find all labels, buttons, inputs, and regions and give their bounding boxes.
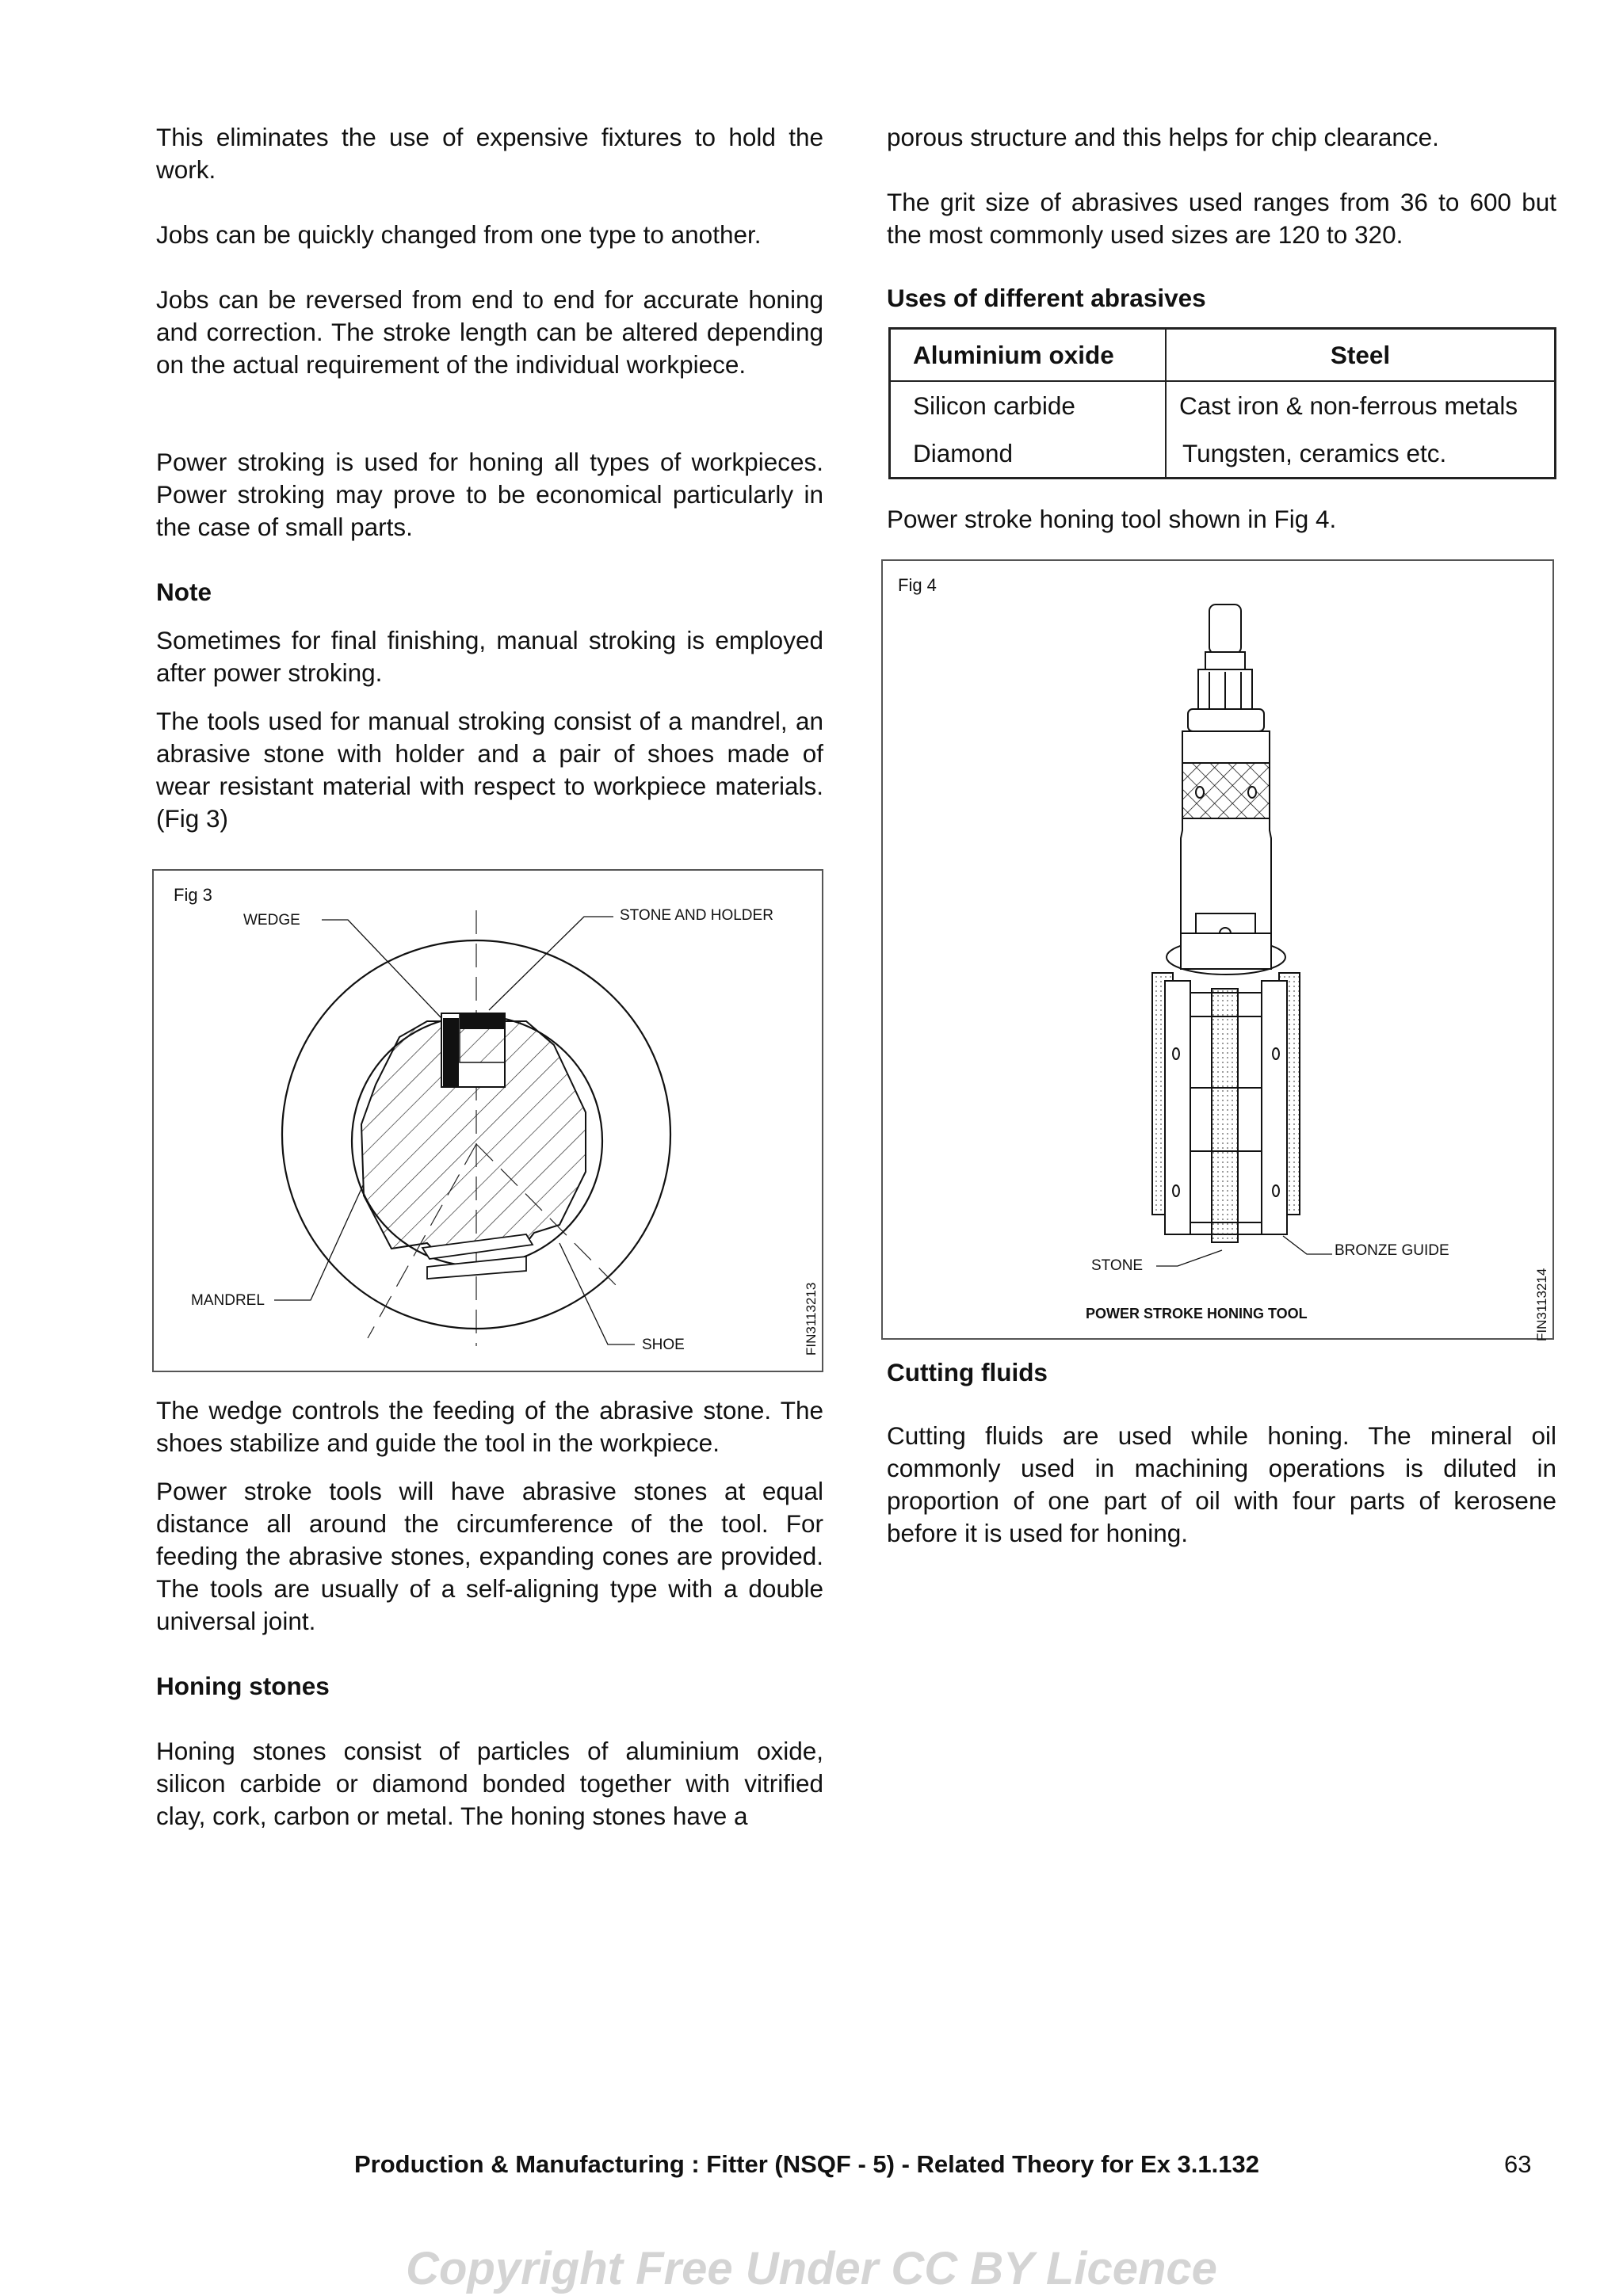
page-number: 63 — [1504, 2150, 1532, 2178]
figure-caption: POWER STROKE HONING TOOL — [1086, 1306, 1308, 1322]
table-row — [890, 429, 1556, 479]
table-cell: Aluminium oxide — [890, 329, 1167, 382]
figure-label: Fig 4 — [898, 575, 937, 595]
bronze-guide-label: BRONZE GUIDE — [1335, 1242, 1449, 1259]
paragraph: Power stroking is used for honing all types of workpieces. Power stroking may prove to be economical particularly in the case of small parts. — [156, 448, 823, 541]
table-cell: Tungsten, ceramics etc. — [1166, 429, 1556, 479]
paragraph: Jobs can be reversed from end to end for accurate honing and correction. The stroke length can be altered depending on the actual requirement of the individual workpiece. — [156, 285, 823, 379]
paragraph: The tools used for manual stroking consist of a mandrel, an abrasive stone with holder and a pair of shoes made of wear resistant material with respect to workpiece materials. (Fig 3) — [156, 707, 823, 833]
cutting-fluids-heading: Cutting fluids — [887, 1358, 1048, 1386]
shoe-label: SHOE — [642, 1337, 685, 1353]
wedge-label: WEDGE — [243, 912, 300, 929]
paragraph: Power stroke tools will have abrasive stones at equal distance all around the circumference of the tool. For feeding the abrasive stones, expanding cones are provided. The tools are usually of a self-aligning type with a double universal joint. — [156, 1477, 823, 1635]
table-row — [890, 381, 1556, 429]
figure-code: FIN3113214 — [1534, 1268, 1549, 1341]
paragraph: Jobs can be quickly changed from one type to another. — [156, 220, 762, 249]
uses-heading: Uses of different abrasives — [887, 284, 1206, 312]
footer-title: Production & Manufacturing : Fitter (NSQF - 5) - Related Theory for Ex 3.1.132 — [354, 2150, 1259, 2178]
watermark: Copyright Free Under CC BY Licence — [406, 2243, 1217, 2294]
paragraph: Power stroke honing tool shown in Fig 4. — [887, 505, 1337, 533]
table-cell: Steel — [1166, 329, 1556, 382]
paragraph: Cutting fluids are used while honing. The mineral oil commonly used in machining operations is diluted in proportion of one part of oil with four parts of kerosene before it is used for honing. — [887, 1421, 1556, 1547]
mandrel-label: MANDREL — [191, 1292, 265, 1309]
table-cell: Diamond — [913, 438, 1014, 467]
abrasives-table — [888, 327, 1556, 479]
honing-stones-heading: Honing stones — [156, 1672, 330, 1700]
paragraph: The grit size of abrasives used ranges from 36 to 600 but the most commonly used sizes are 120 to 320. — [887, 188, 1556, 249]
paragraph: porous structure and this helps for chip clearance. — [887, 123, 1439, 151]
table-cell: Cast iron & non-ferrous metals — [1166, 381, 1556, 429]
paragraph: This eliminates the use of expensive fixtures to hold the work. — [156, 123, 823, 184]
figure-4 — [881, 559, 1554, 1340]
figure-3 — [152, 869, 823, 1372]
paragraph: Sometimes for final finishing, manual stroking is employed after power stroking. — [156, 626, 823, 687]
stone-and-holder-label: STONE AND HOLDER — [620, 907, 773, 924]
figure-code: FIN3113213 — [804, 1282, 819, 1356]
paragraph: The wedge controls the feeding of the abrasive stone. The shoes stabilize and guide the tool in the workpiece. — [156, 1396, 823, 1457]
power-stroke-honing-tool-drawing — [883, 561, 1552, 1338]
table-cell: Silicon carbide — [913, 391, 1075, 420]
stone-label: STONE — [1091, 1257, 1144, 1274]
note-heading: Note — [156, 578, 212, 606]
table-row — [890, 329, 1556, 382]
figure-label: Fig 3 — [174, 885, 212, 905]
paragraph: Honing stones consist of particles of aluminium oxide, silicon carbide or diamond bonded together with vitrified clay, cork, carbon or metal. The honing stones have a — [156, 1737, 823, 1830]
